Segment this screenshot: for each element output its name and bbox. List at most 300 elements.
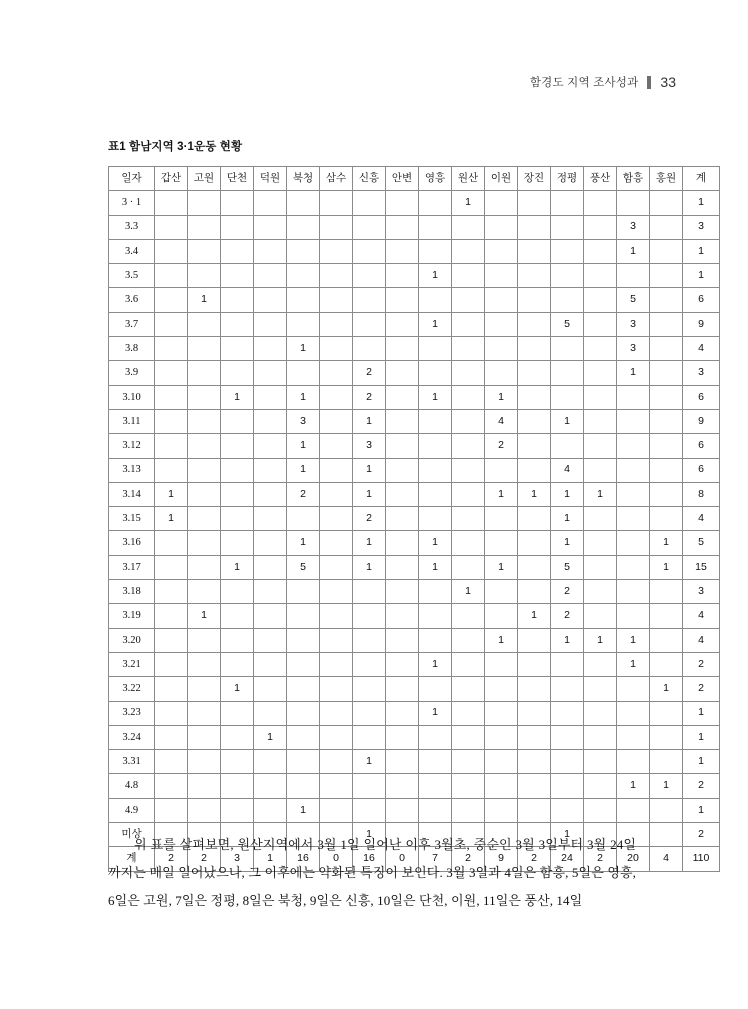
cell: 1 bbox=[650, 555, 683, 579]
cell: 1 bbox=[518, 604, 551, 628]
cell bbox=[650, 798, 683, 822]
cell bbox=[518, 652, 551, 676]
cell bbox=[419, 337, 452, 361]
cell bbox=[419, 628, 452, 652]
cell bbox=[452, 361, 485, 385]
cell bbox=[155, 385, 188, 409]
cell bbox=[386, 312, 419, 336]
cell bbox=[188, 385, 221, 409]
table-header-row bbox=[109, 167, 720, 191]
cell bbox=[386, 191, 419, 215]
table-row bbox=[109, 798, 720, 822]
cell bbox=[419, 239, 452, 263]
cell: 2 bbox=[683, 823, 720, 847]
table-row bbox=[109, 604, 720, 628]
cell bbox=[485, 337, 518, 361]
cell: 1 bbox=[419, 652, 452, 676]
cell bbox=[584, 652, 617, 676]
cell: 1 bbox=[617, 774, 650, 798]
cell bbox=[518, 385, 551, 409]
cell bbox=[452, 434, 485, 458]
cell bbox=[221, 774, 254, 798]
cell bbox=[518, 555, 551, 579]
cell bbox=[485, 264, 518, 288]
table-row bbox=[109, 458, 720, 482]
cell bbox=[650, 823, 683, 847]
cell: 4 bbox=[485, 409, 518, 433]
cell: 6 bbox=[683, 458, 720, 482]
cell bbox=[584, 555, 617, 579]
table-row bbox=[109, 774, 720, 798]
cell bbox=[386, 580, 419, 604]
cell: 1 bbox=[650, 774, 683, 798]
cell bbox=[452, 750, 485, 774]
cell bbox=[221, 604, 254, 628]
cell: 1 bbox=[419, 531, 452, 555]
column-header-1: 갑산 bbox=[155, 167, 188, 191]
cell: 5 bbox=[551, 555, 584, 579]
row-date: 3.12 bbox=[109, 434, 155, 458]
cell bbox=[617, 191, 650, 215]
cell bbox=[353, 337, 386, 361]
row-date: 3.18 bbox=[109, 580, 155, 604]
cell bbox=[320, 725, 353, 749]
cell bbox=[320, 264, 353, 288]
cell bbox=[419, 580, 452, 604]
cell bbox=[419, 458, 452, 482]
cell bbox=[584, 458, 617, 482]
column-header-9: 영흥 bbox=[419, 167, 452, 191]
row-date: 3.21 bbox=[109, 652, 155, 676]
table-row bbox=[109, 531, 720, 555]
cell: 1 bbox=[683, 264, 720, 288]
column-header-6: 삼수 bbox=[320, 167, 353, 191]
cell bbox=[551, 215, 584, 239]
cell bbox=[221, 701, 254, 725]
row-date: 3.19 bbox=[109, 604, 155, 628]
cell bbox=[155, 580, 188, 604]
cell bbox=[518, 288, 551, 312]
cell bbox=[617, 385, 650, 409]
cell: 1 bbox=[353, 823, 386, 847]
cell bbox=[287, 507, 320, 531]
column-header-0: 일자 bbox=[109, 167, 155, 191]
cell: 1 bbox=[353, 458, 386, 482]
cell bbox=[650, 385, 683, 409]
cell bbox=[188, 701, 221, 725]
cell bbox=[386, 774, 419, 798]
row-date: 3.4 bbox=[109, 239, 155, 263]
cell: 4 bbox=[683, 337, 720, 361]
cell: 2 bbox=[683, 652, 720, 676]
cell bbox=[584, 750, 617, 774]
cell bbox=[188, 580, 221, 604]
cell bbox=[551, 385, 584, 409]
cell bbox=[155, 191, 188, 215]
cell: 1 bbox=[452, 580, 485, 604]
cell bbox=[452, 652, 485, 676]
cell bbox=[188, 409, 221, 433]
cell bbox=[155, 531, 188, 555]
cell bbox=[320, 580, 353, 604]
cell bbox=[650, 725, 683, 749]
cell: 3 bbox=[617, 337, 650, 361]
cell bbox=[254, 798, 287, 822]
cell: 1 bbox=[221, 677, 254, 701]
cell bbox=[353, 215, 386, 239]
cell bbox=[188, 750, 221, 774]
table-row bbox=[109, 434, 720, 458]
cell bbox=[419, 434, 452, 458]
cell: 1 bbox=[155, 507, 188, 531]
cell bbox=[650, 215, 683, 239]
cell bbox=[320, 288, 353, 312]
cell bbox=[419, 604, 452, 628]
cell bbox=[452, 604, 485, 628]
cell: 1 bbox=[551, 628, 584, 652]
cell bbox=[221, 361, 254, 385]
cell: 1 bbox=[419, 701, 452, 725]
column-header-10: 원산 bbox=[452, 167, 485, 191]
cell bbox=[254, 337, 287, 361]
table-row bbox=[109, 385, 720, 409]
row-date: 3.20 bbox=[109, 628, 155, 652]
cell bbox=[188, 337, 221, 361]
cell bbox=[254, 239, 287, 263]
cell bbox=[650, 239, 683, 263]
cell bbox=[650, 337, 683, 361]
table-row bbox=[109, 652, 720, 676]
cell: 3 bbox=[683, 580, 720, 604]
cell bbox=[452, 458, 485, 482]
cell: 4 bbox=[683, 507, 720, 531]
page-number: 33 bbox=[660, 74, 676, 90]
cell: 1 bbox=[287, 798, 320, 822]
cell: 1 bbox=[353, 750, 386, 774]
cell bbox=[155, 725, 188, 749]
cell bbox=[584, 507, 617, 531]
cell bbox=[155, 774, 188, 798]
table-body bbox=[109, 191, 720, 871]
cell bbox=[188, 215, 221, 239]
cell bbox=[221, 264, 254, 288]
cell bbox=[584, 774, 617, 798]
cell bbox=[584, 239, 617, 263]
cell bbox=[155, 677, 188, 701]
cell bbox=[386, 385, 419, 409]
cell bbox=[584, 215, 617, 239]
total-cell: 1 bbox=[254, 847, 287, 871]
cell bbox=[584, 264, 617, 288]
cell bbox=[254, 434, 287, 458]
row-date: 3.11 bbox=[109, 409, 155, 433]
cell bbox=[254, 288, 287, 312]
total-cell: 0 bbox=[320, 847, 353, 871]
cell bbox=[155, 215, 188, 239]
cell: 5 bbox=[617, 288, 650, 312]
cell bbox=[551, 701, 584, 725]
cell bbox=[485, 361, 518, 385]
cell: 1 bbox=[650, 531, 683, 555]
cell bbox=[254, 482, 287, 506]
cell bbox=[617, 458, 650, 482]
cell: 1 bbox=[617, 361, 650, 385]
cell: 1 bbox=[617, 652, 650, 676]
cell bbox=[518, 725, 551, 749]
table-row bbox=[109, 191, 720, 215]
cell bbox=[188, 555, 221, 579]
cell bbox=[221, 652, 254, 676]
cell bbox=[221, 337, 254, 361]
table-row bbox=[109, 701, 720, 725]
cell bbox=[485, 798, 518, 822]
total-cell: 2 bbox=[155, 847, 188, 871]
cell: 1 bbox=[353, 531, 386, 555]
cell bbox=[353, 677, 386, 701]
total-cell: 110 bbox=[683, 847, 720, 871]
cell bbox=[320, 312, 353, 336]
cell bbox=[650, 191, 683, 215]
cell bbox=[518, 409, 551, 433]
cell bbox=[584, 531, 617, 555]
cell bbox=[518, 628, 551, 652]
cell: 3 bbox=[617, 215, 650, 239]
cell bbox=[584, 701, 617, 725]
cell: 4 bbox=[551, 458, 584, 482]
cell bbox=[452, 531, 485, 555]
cell bbox=[188, 239, 221, 263]
row-date: 3.10 bbox=[109, 385, 155, 409]
cell bbox=[386, 652, 419, 676]
cell bbox=[485, 288, 518, 312]
cell bbox=[617, 409, 650, 433]
cell bbox=[584, 361, 617, 385]
total-cell: 9 bbox=[485, 847, 518, 871]
cell bbox=[155, 555, 188, 579]
column-header-4: 덕원 bbox=[254, 167, 287, 191]
table-row bbox=[109, 750, 720, 774]
table-row bbox=[109, 264, 720, 288]
cell bbox=[287, 215, 320, 239]
cell bbox=[386, 361, 419, 385]
cell bbox=[419, 482, 452, 506]
row-date: 4.9 bbox=[109, 798, 155, 822]
cell bbox=[518, 774, 551, 798]
cell: 1 bbox=[221, 385, 254, 409]
cell bbox=[584, 337, 617, 361]
cell bbox=[353, 312, 386, 336]
cell bbox=[518, 264, 551, 288]
table-row bbox=[109, 555, 720, 579]
cell bbox=[419, 750, 452, 774]
cell bbox=[419, 798, 452, 822]
cell: 2 bbox=[353, 385, 386, 409]
cell bbox=[155, 264, 188, 288]
cell bbox=[386, 337, 419, 361]
table-row bbox=[109, 580, 720, 604]
cell bbox=[287, 701, 320, 725]
cell bbox=[254, 531, 287, 555]
row-date: 3.6 bbox=[109, 288, 155, 312]
cell bbox=[518, 531, 551, 555]
cell bbox=[518, 580, 551, 604]
row-date: 3 · 1 bbox=[109, 191, 155, 215]
cell bbox=[320, 385, 353, 409]
cell: 1 bbox=[683, 798, 720, 822]
cell bbox=[386, 239, 419, 263]
cell: 1 bbox=[551, 482, 584, 506]
column-header-2: 고원 bbox=[188, 167, 221, 191]
cell bbox=[287, 774, 320, 798]
cell bbox=[353, 774, 386, 798]
cell bbox=[320, 701, 353, 725]
cell bbox=[485, 604, 518, 628]
row-date: 3.24 bbox=[109, 725, 155, 749]
column-header-15: 함흥 bbox=[617, 167, 650, 191]
cell bbox=[320, 750, 353, 774]
cell bbox=[353, 725, 386, 749]
cell: 1 bbox=[419, 264, 452, 288]
cell bbox=[650, 701, 683, 725]
cell bbox=[188, 482, 221, 506]
cell bbox=[320, 628, 353, 652]
cell bbox=[452, 312, 485, 336]
cell bbox=[254, 677, 287, 701]
cell bbox=[386, 458, 419, 482]
cell: 4 bbox=[683, 628, 720, 652]
cell bbox=[188, 725, 221, 749]
cell bbox=[320, 652, 353, 676]
cell bbox=[353, 652, 386, 676]
cell: 3 bbox=[287, 409, 320, 433]
cell bbox=[452, 337, 485, 361]
cell bbox=[551, 652, 584, 676]
cell: 1 bbox=[551, 531, 584, 555]
cell bbox=[452, 725, 485, 749]
cell bbox=[584, 191, 617, 215]
cell bbox=[254, 215, 287, 239]
cell bbox=[485, 458, 518, 482]
cell: 6 bbox=[683, 385, 720, 409]
cell: 15 bbox=[683, 555, 720, 579]
cell bbox=[287, 239, 320, 263]
cell: 1 bbox=[584, 628, 617, 652]
cell bbox=[188, 798, 221, 822]
cell: 2 bbox=[485, 434, 518, 458]
cell bbox=[188, 628, 221, 652]
cell bbox=[386, 750, 419, 774]
cell: 1 bbox=[287, 337, 320, 361]
cell bbox=[188, 361, 221, 385]
cell bbox=[386, 434, 419, 458]
cell bbox=[452, 288, 485, 312]
cell bbox=[221, 288, 254, 312]
cell bbox=[287, 312, 320, 336]
total-cell: 3 bbox=[221, 847, 254, 871]
cell: 2 bbox=[353, 361, 386, 385]
cell bbox=[221, 312, 254, 336]
column-header-13: 정평 bbox=[551, 167, 584, 191]
cell bbox=[485, 507, 518, 531]
total-label: 계 bbox=[109, 847, 155, 871]
cell bbox=[617, 482, 650, 506]
cell bbox=[320, 361, 353, 385]
row-date: 3.22 bbox=[109, 677, 155, 701]
cell bbox=[551, 264, 584, 288]
cell bbox=[254, 774, 287, 798]
cell bbox=[386, 215, 419, 239]
cell: 1 bbox=[287, 434, 320, 458]
cell bbox=[485, 774, 518, 798]
cell bbox=[386, 507, 419, 531]
total-cell: 16 bbox=[353, 847, 386, 871]
cell bbox=[485, 580, 518, 604]
cell bbox=[155, 409, 188, 433]
cell bbox=[551, 774, 584, 798]
cell bbox=[155, 798, 188, 822]
cell: 9 bbox=[683, 312, 720, 336]
total-cell: 2 bbox=[584, 847, 617, 871]
cell bbox=[353, 604, 386, 628]
cell: 1 bbox=[254, 725, 287, 749]
cell bbox=[221, 191, 254, 215]
cell bbox=[452, 555, 485, 579]
cell bbox=[452, 264, 485, 288]
cell bbox=[320, 191, 353, 215]
cell bbox=[254, 312, 287, 336]
cell bbox=[188, 652, 221, 676]
cell: 1 bbox=[617, 628, 650, 652]
cell: 6 bbox=[683, 288, 720, 312]
cell bbox=[485, 531, 518, 555]
cell bbox=[353, 701, 386, 725]
cell bbox=[155, 604, 188, 628]
cell bbox=[320, 482, 353, 506]
column-header-5: 북청 bbox=[287, 167, 320, 191]
cell: 5 bbox=[287, 555, 320, 579]
cell bbox=[287, 652, 320, 676]
cell bbox=[584, 409, 617, 433]
cell bbox=[188, 458, 221, 482]
cell bbox=[287, 580, 320, 604]
cell bbox=[221, 482, 254, 506]
cell bbox=[551, 337, 584, 361]
cell bbox=[485, 652, 518, 676]
cell bbox=[287, 750, 320, 774]
cell bbox=[320, 458, 353, 482]
column-header-7: 신흥 bbox=[353, 167, 386, 191]
cell bbox=[584, 434, 617, 458]
cell bbox=[650, 652, 683, 676]
cell bbox=[254, 361, 287, 385]
cell bbox=[320, 239, 353, 263]
cell bbox=[155, 312, 188, 336]
cell bbox=[650, 604, 683, 628]
cell: 1 bbox=[551, 409, 584, 433]
cell bbox=[221, 239, 254, 263]
cell bbox=[188, 312, 221, 336]
table-row bbox=[109, 288, 720, 312]
cell: 4 bbox=[683, 604, 720, 628]
cell bbox=[320, 798, 353, 822]
cell bbox=[452, 215, 485, 239]
cell bbox=[221, 725, 254, 749]
cell bbox=[452, 628, 485, 652]
cell bbox=[485, 725, 518, 749]
row-date: 3.7 bbox=[109, 312, 155, 336]
cell bbox=[188, 507, 221, 531]
table-row bbox=[109, 312, 720, 336]
